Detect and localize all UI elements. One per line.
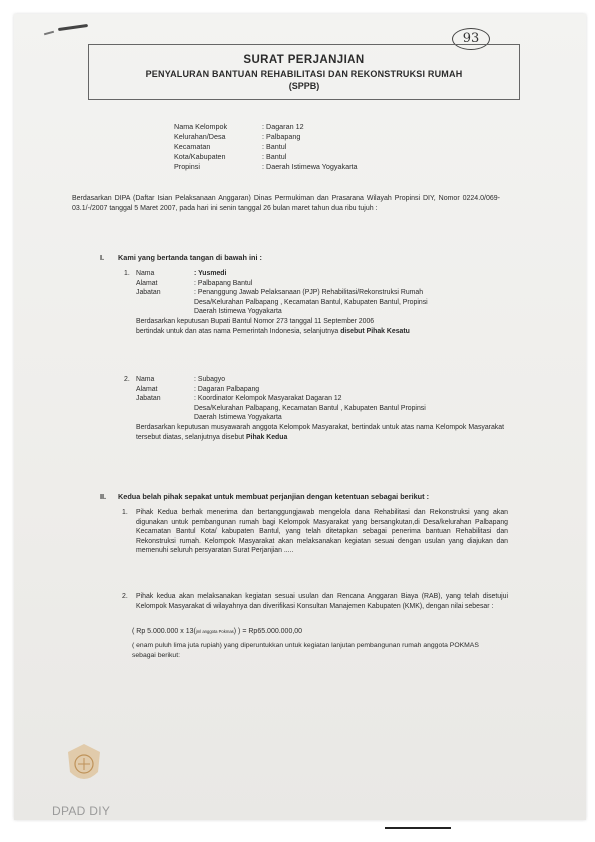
amount-in-words: ( enam puluh lima juta rupiah) yang diperuntukkan untuk kegiatan lanjutan pembangunan rumah anggota POKMAS sebagai berikut:: [132, 642, 479, 659]
info-row: Kecamatan : Bantul: [174, 142, 358, 152]
pen-mark: [44, 31, 54, 36]
document-page: [14, 14, 586, 820]
party-1: 1. Nama : Yusmedi Alamat : Palbapang Bantul Jabatan : Penanggung Jawab Pelaksanaan (PJP) Rehabilitasi/Rekonstruksi Rumah Desa/Kelurahan Palbapang , Kecamatan Bantul, Kabupaten Bantul, Propinsi Daerah Istimewa Yogyakarta Berdasarkan keputusan Bupati Bantul Nomor 273 tanggal 11 September 2006 bertindak untuk dan atas nama Pemerintah Indonesia, selanjutnya disebut Pihak Kesatu: [124, 269, 504, 336]
amount-calculation: ( Rp 5.000.000 x 13(jml anggota Pokmas) ) = Rp65.000.000,00: [132, 628, 303, 635]
doc-abbrev: (SPPB): [288, 81, 320, 91]
info-row: Kelurahan/Desa : Palbapang: [174, 132, 358, 142]
archive-watermark: DPAD DIY: [52, 804, 111, 818]
divider: [385, 827, 451, 829]
info-row: Nama Kelompok : Dagaran 12: [174, 122, 358, 132]
section-1-heading: I. Kami yang bertanda tangan di bawah ini :: [100, 253, 262, 262]
section-2-heading: II. Kedua belah pihak sepakat untuk membuat perjanjian dengan ketentuan sebagai berikut :: [100, 492, 430, 501]
party-2: 2. Nama : Subagyo Alamat : Dagaran Palbapang Jabatan : Koordinator Kelompok Masyarakat Dagaran 12 Desa/Kelurahan Palbapang, Kecamatan Bantul , Kabupaten Bantul Propinsi Daerah Istimewa Yogyakarta Berdasarkan keputusan musyawarah anggota Kelompok Masyarakat, bertindak untuk atas nama Kelompok Masyarakat tersebut diatas, selanjutnya disebut Pihak Kedua: [124, 375, 504, 442]
title-box: [88, 44, 520, 100]
pen-mark: [58, 24, 88, 31]
clause-2: 2. Pihak kedua akan melaksanakan kegiatan sesuai usulan dan Rencana Anggaran Biaya (RAB), yang telah disetujui Kelompok Masyarakat di wilayahnya dan diverifikasi Konsultan Manajemen Kabupaten (KMK), dengan nilai sebesar :: [122, 593, 508, 610]
clause-1: 1. Pihak Kedua berhak menerima dan bertanggungjawab mengelola dana Rehabilitasi dan Rekonstruksi yang akan digunakan untuk pembangunan rumah bagi Kelompok Masyarakat yang bersangkutan,di Desa/kelurahan Palbapang Kecamatan Bantul Kota/ kabupaten Bantul, yang telah ditetapkan sebagai penerima bantuan Rehabilitasi dan Rekonstruksi rumah. Kelompok Masyarakat akan melaksanakan kegiatan sesuai dengan usulan yang diajukan dan memenuhi seluruh persyaratan Surat Perjanjian .....: [122, 509, 508, 555]
seal-icon: [64, 742, 104, 786]
page-number: 93: [452, 28, 490, 50]
intro-paragraph: Berdasarkan DIPA (Daftar Isian Pelaksanaan Anggaran) Dinas Permukiman dan Prasarana Wilayah Propinsi DIY, Nomor 0224.0/069-03.1/-/2007 tanggal 5 Maret 2007, pada hari ini senin tanggal 26 bulan maret tahun dua ribu tujuh :: [72, 195, 500, 212]
info-row: Kota/Kabupaten : Bantul: [174, 152, 358, 162]
doc-subtitle: PENYALURAN BANTUAN REHABILITASI DAN REKONSTRUKSI RUMAH: [145, 69, 463, 79]
doc-title: SURAT PERJANJIAN: [243, 54, 365, 66]
info-row: Propinsi : Daerah Istimewa Yogyakarta: [174, 162, 358, 172]
group-info: [174, 122, 358, 172]
